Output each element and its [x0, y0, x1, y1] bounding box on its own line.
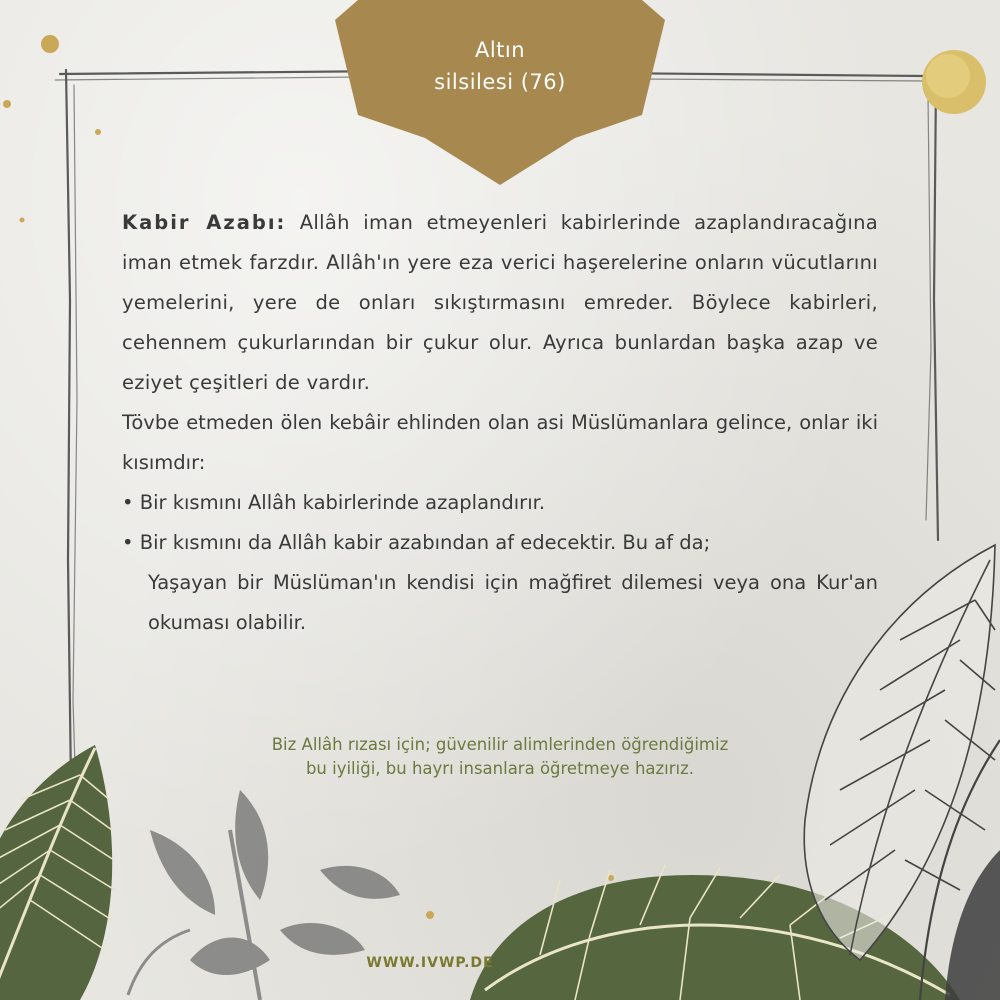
closing-line-2: bu iyiliği, bu hayrı insanlara öğretmeye hazırız.: [305, 759, 695, 778]
title-badge-text: [380, 34, 620, 98]
badge-line-1: Altın: [474, 38, 526, 62]
paragraph-label: Kabir Azabı:: [122, 211, 287, 234]
paragraph-tovbe: Tövbe etmeden ölen kebâir ehlinden olan asi Müslümanlara gelince, onlar iki kısımdır:: [122, 411, 878, 474]
bullet-item-2-line: • Bir kısmını da Allâh kabir azabından af edecektir. Bu af da;: [122, 531, 711, 554]
bullet-item-2: [122, 523, 878, 643]
closing-line-1: Biz Allâh rızası için; güvenilir alimlerinden öğrendiğimiz: [271, 735, 729, 754]
leaf-illustration-icon: [945, 850, 1000, 1000]
website-link[interactable]: WWW.IVWP.DE: [366, 955, 494, 971]
closing-statement: [180, 733, 820, 781]
badge-line-2: silsilesi (76): [434, 70, 566, 94]
bullet-item-1: • Bir kısmını Allâh kabirlerinde azaplandırır.: [122, 491, 546, 514]
bullet-item-2-cont: Yaşayan bir Müslüman'ın kendisi için mağfiret dilemesi veya ona Kur'an okuması olabilir.: [148, 571, 878, 634]
paragraph-body: Allâh iman etmeyenleri kabirlerinde azaplandıracağına iman etmek farzdır. Allâh'ın yere eza verici haşerelerine onların vücutlarını yemelerini, yere de onları sıkıştırmasını emreder. Böylece kabirleri, cehennem çukurlarından bir çukur olur. Ayrıca bunlardan başka azap ve eziyet çeşitleri de vardır.: [122, 211, 878, 394]
main-text: [122, 203, 878, 643]
leaf-illustration-icon: [0, 745, 115, 1000]
paragraph-kabir-azabi: [122, 203, 878, 403]
